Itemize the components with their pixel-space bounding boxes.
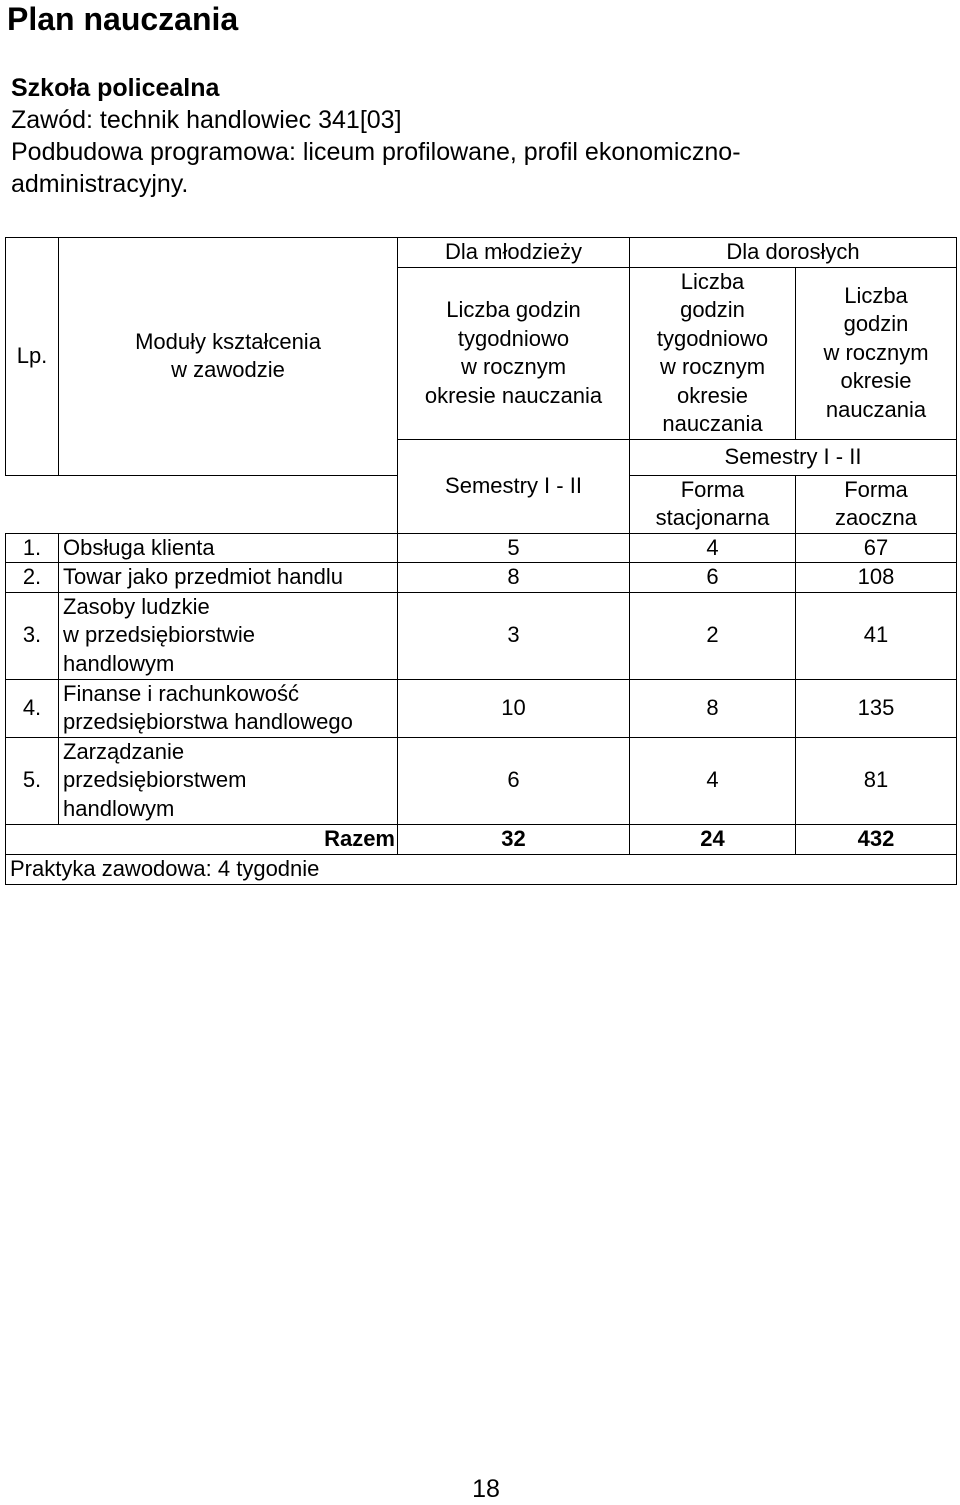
table-row: [6, 533, 957, 563]
header-adult-semesters: Semestry I - II: [630, 439, 957, 475]
header-adult-extramural-hours: Liczba godzin w rocznym okresie nauczania: [796, 267, 957, 439]
row-lp: 2.: [6, 563, 59, 593]
row-day-hours: 2: [630, 592, 796, 679]
row-lp: 5.: [6, 737, 59, 824]
row-youth-hours: 8: [398, 563, 630, 593]
intro-block: [11, 72, 911, 200]
total-youth-hours: 32: [398, 824, 630, 854]
page-number: 18: [472, 1475, 500, 1503]
school-type: Szkoła policealna: [11, 74, 220, 102]
row-extramural-hours: 81: [796, 737, 957, 824]
row-day-hours: 4: [630, 737, 796, 824]
header-adults: Dla dorosłych: [630, 238, 957, 268]
curriculum-table: [5, 237, 957, 885]
row-day-hours: 6: [630, 563, 796, 593]
row-module: Towar jako przedmiot handlu: [59, 563, 398, 593]
row-module: Zasoby ludzkie w przedsiębiorstwie handlowym: [59, 592, 398, 679]
page-title: Plan nauczania: [7, 1, 239, 37]
row-lp: 4.: [6, 679, 59, 737]
total-row: [6, 824, 957, 854]
basis-line-2: administracyjny.: [11, 170, 189, 198]
row-lp: 1.: [6, 533, 59, 563]
header-adult-day-hours: Liczba godzin tygodniowo w rocznym okresie nauczania: [630, 267, 796, 439]
row-youth-hours: 5: [398, 533, 630, 563]
practice-info: Praktyka zawodowa: 4 tygodnie: [6, 854, 957, 884]
row-lp: 3.: [6, 592, 59, 679]
row-day-hours: 8: [630, 679, 796, 737]
table-row: [6, 737, 957, 824]
basis-line-1: Podbudowa programowa: liceum profilowane, profil ekonomiczno-: [11, 138, 741, 166]
total-label: Razem: [6, 824, 398, 854]
row-youth-hours: 6: [398, 737, 630, 824]
profession-line: Zawód: technik handlowiec 341[03]: [11, 106, 402, 134]
total-day-hours: 24: [630, 824, 796, 854]
row-extramural-hours: 108: [796, 563, 957, 593]
row-youth-hours: 3: [398, 592, 630, 679]
total-extramural-hours: 432: [796, 824, 957, 854]
header-youth: Dla młodzieży: [398, 238, 630, 268]
header-youth-hours: Liczba godzin tygodniowo w rocznym okresie nauczania: [398, 267, 630, 439]
table-row: [6, 563, 957, 593]
row-extramural-hours: 41: [796, 592, 957, 679]
row-module: Obsługa klienta: [59, 533, 398, 563]
row-youth-hours: 10: [398, 679, 630, 737]
header-modules: Moduły kształcenia w zawodzie: [59, 238, 398, 476]
header-spacer: [6, 475, 398, 533]
header-lp: Lp.: [6, 238, 59, 476]
row-day-hours: 4: [630, 533, 796, 563]
row-module: Zarządzanie przedsiębiorstwem handlowym: [59, 737, 398, 824]
header-youth-semesters: Semestry I - II: [398, 439, 630, 533]
header-form-day: Forma stacjonarna: [630, 475, 796, 533]
row-extramural-hours: 135: [796, 679, 957, 737]
header-form-extramural: Forma zaoczna: [796, 475, 957, 533]
practice-row: [6, 854, 957, 884]
row-module: Finanse i rachunkowość przedsiębiorstwa handlowego: [59, 679, 398, 737]
table-row: [6, 592, 957, 679]
table-row: [6, 679, 957, 737]
row-extramural-hours: 67: [796, 533, 957, 563]
